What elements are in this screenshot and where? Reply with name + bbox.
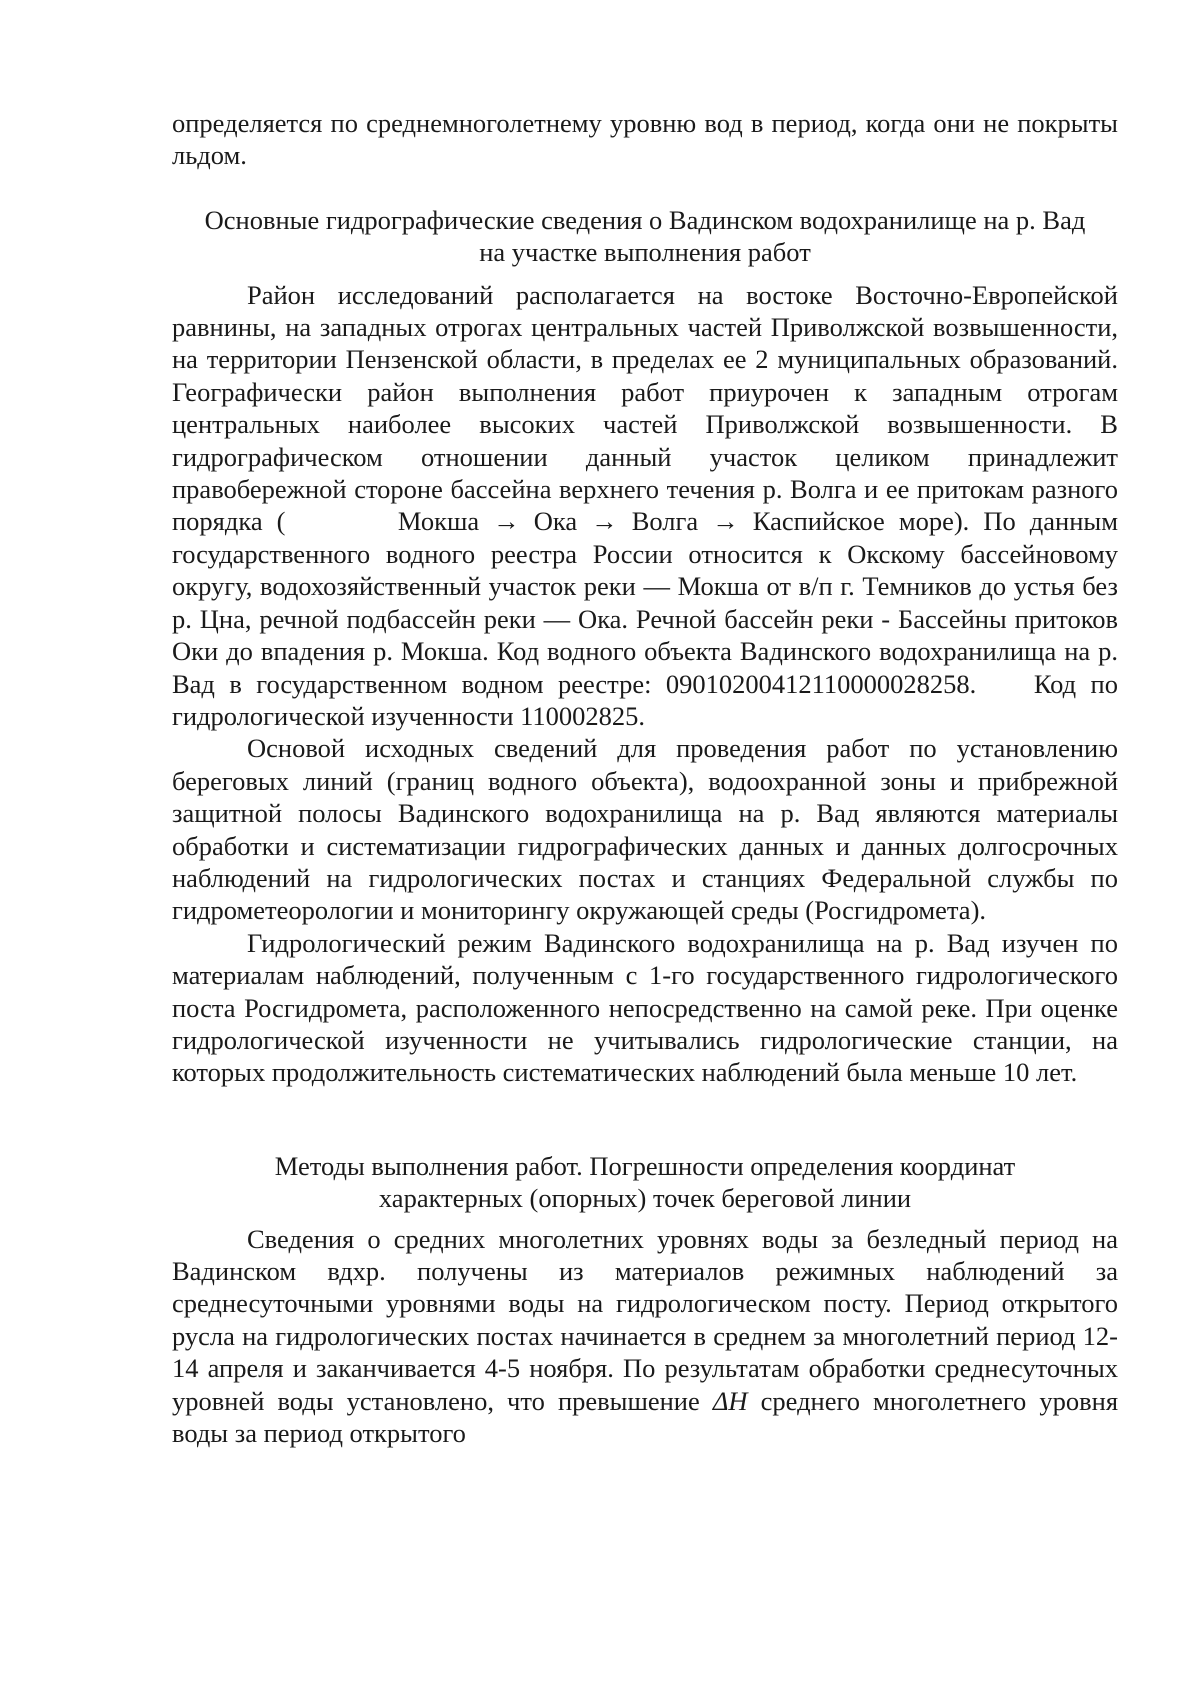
section2-paragraph1-tail: среднего многолетнего уровня воды за период открытого bbox=[172, 1385, 1119, 1449]
delta-h-symbol: ΔH bbox=[712, 1385, 748, 1416]
section1-paragraph1: Район исследований располагается на востоке Восточно-Европейской равнины, на западных отрогах центральных частей Приволжской возвышенности, на территории Пензенской области, в пределах ее 2 муниципальных образований. Географически район выполнения работ приурочен к западным отрогам центральных наиболее высоких частей Приволжской возвышенности. В гидрографическом отношении данный участок целиком принадлежит правобережной стороне бассейна верхнего течения р. Волга и ее притокам разного порядка ( Мокша → Ока → Волга → Каспийское море). По данным государственного водного реестра России относится к Окскому бассейновому округу, водохозяйственный участок реки — Мокша от в/п г. Темников до устья без р. Цна, речной подбассейн реки — Ока. Речной бассейн реки - Бассейны притоков Оки до впадения р. Мокша. Код водного объекта Вадинского водохранилища на р. Вад в государственном водном реестре: 09010200412110000028258. Код по гидрологической изученности 110002825. bbox=[172, 279, 1125, 731]
document-page bbox=[172, 107, 1125, 1449]
section1-paragraph3: Гидрологический режим Вадинского водохранилища на р. Вад изучен по материалам наблюдений, полученным с 1-го государственного гидрологического поста Росгидромета, расположенного непосредственно на самой реке. При оценке гидрологической изученности не учитывались гидрологические станции, на которых продолжительность систематических наблюдений была меньше 10 лет. bbox=[172, 927, 1118, 1088]
section1-paragraph2: Основой исходных сведений для проведения работ по установлению береговых линий (границ водного объекта), водоохранной зоны и прибрежной защитной полосы Вадинского водохранилища на р. Вад являются материалы обработки и систематизации гидрографических данных и данных долгосрочных наблюдений на гидрологических постах и станциях Федеральной службы по гидрометеорологии и мониторингу окружающей среды (Росгидромета). bbox=[172, 733, 1118, 926]
intro-paragraph: определяется по среднемноголетнему уровню вод в период, когда они не покрыты льдом. bbox=[172, 108, 1118, 171]
section2-paragraph1 bbox=[172, 1223, 1118, 1450]
section2-paragraph1-text: Сведения о средних многолетних уровнях воды за безледный период на Вадинском вдхр. получены из материалов режимных наблюдений за среднесуточными уровнями воды на гидрологическом посту. Период открытого русла на гидрологических постах начинается в среднем за многолетний период 12-14 апреля и заканчивается 4-5 ноября. По результатам обработки среднесуточных уровней воды установлено, что превышение bbox=[172, 1223, 1118, 1416]
section1-heading bbox=[172, 204, 1118, 269]
section2-heading-line2: характерных (опорных) точек береговой линии bbox=[378, 1183, 912, 1214]
section1-heading-line2: на участке выполнения работ bbox=[479, 237, 811, 268]
section2-heading-line1: Методы выполнения работ. Погрешности определения координат bbox=[274, 1150, 1016, 1181]
section2-heading bbox=[172, 1150, 1118, 1215]
section1-heading-line1: Основные гидрографические сведения о Вадинском водохранилище на р. Вад bbox=[204, 204, 1086, 235]
